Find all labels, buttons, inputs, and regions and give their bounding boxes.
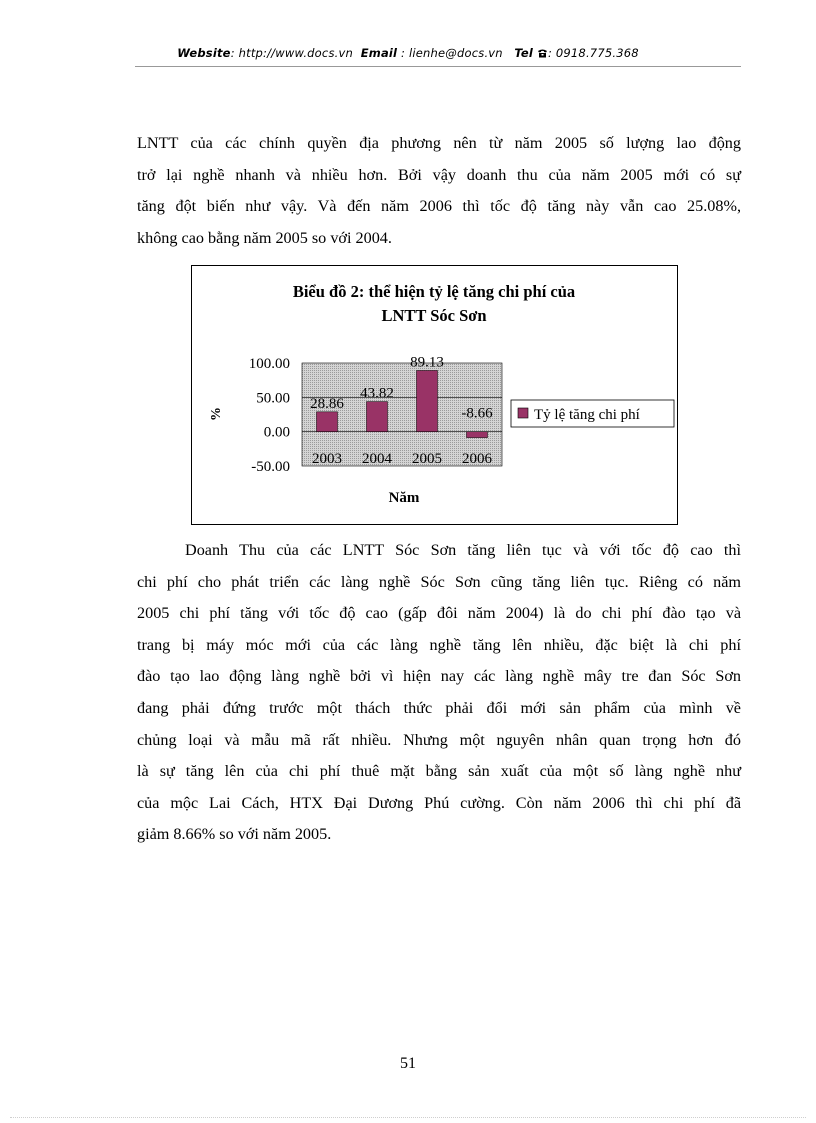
y-axis-label: % bbox=[209, 407, 224, 421]
data-label: 43.82 bbox=[360, 385, 394, 402]
bar-chart bbox=[192, 266, 677, 524]
paragraph-line: là sự tăng lên của chi phí thuê mặt bằng sản xuất của một số làng nghề như bbox=[137, 762, 741, 781]
phone-icon bbox=[537, 46, 548, 60]
paragraph-2 bbox=[137, 535, 741, 851]
legend-label: Tỷ lệ tăng chi phí bbox=[534, 407, 640, 423]
legend bbox=[511, 400, 674, 427]
paragraph-line: LNTT của các chính quyền địa phương nên từ năm 2005 số lượng lao động bbox=[137, 134, 741, 152]
email-value: : lienhe@docs.vn bbox=[401, 46, 503, 60]
website-label: Website bbox=[177, 46, 231, 60]
paragraph-line: Doanh Thu của các LNTT Sóc Sơn tăng liên tục và với tốc độ cao thì bbox=[185, 541, 741, 559]
chart-title-line1: Biểu đồ 2: thể hiện tỷ lệ tăng chi phí của bbox=[292, 282, 576, 301]
data-label: -8.66 bbox=[461, 405, 493, 422]
page-bottom-border bbox=[10, 1117, 806, 1118]
x-tick-label: 2003 bbox=[312, 451, 342, 467]
chart-title-line2: LNTT Sóc Sơn bbox=[381, 306, 487, 325]
y-tick-label: -50.00 bbox=[251, 459, 290, 475]
email-label: Email bbox=[360, 46, 398, 60]
y-tick-label: 50.00 bbox=[256, 390, 290, 407]
x-tick-label: 2006 bbox=[462, 451, 492, 467]
chart-container bbox=[191, 265, 678, 525]
header-divider bbox=[135, 66, 741, 67]
x-axis-label: Năm bbox=[388, 490, 420, 506]
website-url: : http://www.docs.vn bbox=[230, 46, 353, 60]
legend-swatch bbox=[518, 408, 528, 418]
paragraph-line: chủng loại và mẫu mã rất nhiều. Nhưng một nguyên nhân quan trọng hơn đó bbox=[137, 730, 741, 749]
paragraph-1 bbox=[137, 128, 741, 254]
paragraph-line: chi phí cho phát triển các làng nghề Sóc Sơn cũng tăng liên tục. Riêng có năm bbox=[137, 572, 741, 591]
bar-2005 bbox=[417, 370, 438, 431]
x-tick-label: 2005 bbox=[412, 451, 442, 467]
page-number: 51 bbox=[400, 1055, 416, 1072]
paragraph-line: giảm 8.66% so với năm 2005. bbox=[137, 825, 332, 844]
paragraph-line: 2005 chi phí tăng với tốc độ cao (gấp đôi năm 2004) là do chi phí đào tạo và bbox=[137, 604, 741, 623]
data-label: 89.13 bbox=[410, 354, 444, 371]
data-label: 28.86 bbox=[310, 395, 344, 412]
tel-label: Tel bbox=[514, 46, 534, 60]
y-tick-label: 100.00 bbox=[248, 356, 290, 372]
tel-value: : 0918.775.368 bbox=[547, 46, 639, 60]
paragraph-line: của mộc Lai Cách, HTX Đại Dương Phú cường. Còn năm 2006 thì chi phí đã bbox=[137, 793, 741, 812]
bar-2004 bbox=[367, 402, 388, 432]
paragraph-line: đào tạo lao động làng nghề bởi vì hiện nay các làng nghề mây tre đan Sóc Sơn bbox=[137, 667, 741, 686]
x-tick-label: 2004 bbox=[362, 451, 392, 467]
page-header bbox=[0, 46, 816, 60]
paragraph-line: đang phải đứng trước một thách thức phải đổi mới sản phẩm của mình về bbox=[137, 698, 741, 717]
paragraph-line: trang bị máy móc mới của các làng nghề tăng lên nhiều, đặc biệt là chi phí bbox=[137, 635, 741, 654]
paragraph-line: không cao bằng năm 2005 so với 2004. bbox=[137, 228, 392, 247]
bar-2003 bbox=[317, 412, 338, 432]
y-tick-label: 0.00 bbox=[263, 424, 290, 441]
bar-2006 bbox=[467, 432, 488, 438]
paragraph-line: tăng đột biến như vậy. Và đến năm 2006 thì tốc độ tăng này vẫn cao 25.08%, bbox=[137, 197, 741, 216]
paragraph-line: trở lại nghề nhanh và nhiều hơn. Bởi vậy doanh thu của năm 2005 mới có sự bbox=[137, 165, 741, 184]
